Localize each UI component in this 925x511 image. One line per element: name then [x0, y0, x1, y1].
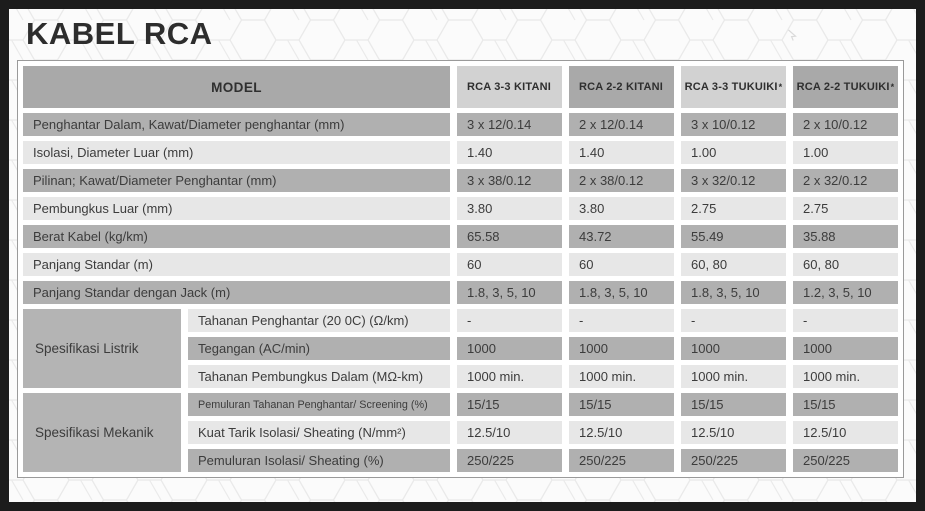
cursor-artifact	[787, 29, 798, 42]
sub-row-label: Tahanan Pembungkus Dalam (MΩ-km)	[188, 365, 450, 388]
cell-value: 15/15	[569, 393, 674, 416]
column-header-rca-2-2-tukuiki: RCA 2-2 TUKUIKI *	[793, 66, 898, 108]
cell-value: 3.80	[457, 197, 562, 220]
cell-value: 2 x 38/0.12	[569, 169, 674, 192]
cell-value: 1000	[681, 337, 786, 360]
cell-value: 1.40	[457, 141, 562, 164]
cell-value: 250/225	[569, 449, 674, 472]
cell-value: 1000	[569, 337, 674, 360]
cell-value: 2.75	[681, 197, 786, 220]
cell-value: 60	[457, 253, 562, 276]
group-label-spesifikasi-listrik: Spesifikasi Listrik	[23, 309, 181, 388]
cell-value: 2 x 10/0.12	[793, 113, 898, 136]
row-label: Penghantar Dalam, Kawat/Diameter penghantar (mm)	[23, 113, 450, 136]
cell-value: 250/225	[457, 449, 562, 472]
cell-value: 1000	[793, 337, 898, 360]
column-header-label: RCA 3-3 TUKUIKI	[684, 81, 778, 93]
cell-value: 1000 min.	[793, 365, 898, 388]
cell-value: -	[793, 309, 898, 332]
cell-value: 1.8, 3, 5, 10	[457, 281, 562, 304]
cell-value: 2 x 12/0.14	[569, 113, 674, 136]
model-header-cell: MODEL	[23, 66, 450, 108]
cell-value: 12.5/10	[793, 421, 898, 444]
sub-row-label: Kuat Tarik Isolasi/ Sheating (N/mm²)	[188, 421, 450, 444]
cell-value: 3 x 10/0.12	[681, 113, 786, 136]
cell-value: 12.5/10	[457, 421, 562, 444]
row-label: Pembungkus Luar (mm)	[23, 197, 450, 220]
cell-value: 35.88	[793, 225, 898, 248]
cell-value: 250/225	[681, 449, 786, 472]
spec-table	[23, 66, 898, 472]
cell-value: 15/15	[793, 393, 898, 416]
cell-value: 1.40	[569, 141, 674, 164]
cell-value: 65.58	[457, 225, 562, 248]
cell-value: -	[569, 309, 674, 332]
cell-value: 250/225	[793, 449, 898, 472]
cell-value: 3 x 38/0.12	[457, 169, 562, 192]
cell-value: 3 x 32/0.12	[681, 169, 786, 192]
cell-value: 15/15	[681, 393, 786, 416]
cell-value: 2.75	[793, 197, 898, 220]
spec-table-panel	[17, 60, 904, 478]
column-header-rca-3-3-tukuiki: RCA 3-3 TUKUIKI *	[681, 66, 786, 108]
cell-value: 1.8, 3, 5, 10	[569, 281, 674, 304]
cell-value: 1000 min.	[681, 365, 786, 388]
page-title: KABEL RCA	[26, 16, 213, 51]
cell-value: -	[457, 309, 562, 332]
sub-row-label: Tahanan Penghantar (20 0C) (Ω/km)	[188, 309, 450, 332]
cell-value: 15/15	[457, 393, 562, 416]
cell-value: 60, 80	[793, 253, 898, 276]
cell-value: 60, 80	[681, 253, 786, 276]
row-label: Pilinan; Kawat/Diameter Penghantar (mm)	[23, 169, 450, 192]
column-header-label: RCA 2-2 KITANI	[578, 81, 664, 93]
cell-value: 1.8, 3, 5, 10	[681, 281, 786, 304]
cell-value: 1000 min.	[569, 365, 674, 388]
cell-value: 3.80	[569, 197, 674, 220]
cell-value: 12.5/10	[681, 421, 786, 444]
cell-value: 60	[569, 253, 674, 276]
cell-value: -	[681, 309, 786, 332]
cell-value: 55.49	[681, 225, 786, 248]
column-header-rca-3-3-kitani	[457, 66, 562, 108]
sub-row-label: Pemuluran Isolasi/ Sheating (%)	[188, 449, 450, 472]
cell-value: 1.00	[681, 141, 786, 164]
cell-value: 3 x 12/0.14	[457, 113, 562, 136]
column-header-label: RCA 2-2 TUKUIKI	[796, 81, 890, 93]
cell-value: 12.5/10	[569, 421, 674, 444]
sub-row-label: Pemuluran Tahanan Penghantar/ Screening (%)	[188, 393, 450, 416]
column-header-label: RCA 3-3 KITANI	[466, 81, 552, 93]
row-label: Panjang Standar (m)	[23, 253, 450, 276]
row-label: Berat Kabel (kg/km)	[23, 225, 450, 248]
cell-value: 1.00	[793, 141, 898, 164]
row-label: Isolasi, Diameter Luar (mm)	[23, 141, 450, 164]
cell-value: 43.72	[569, 225, 674, 248]
group-label-spesifikasi-mekanik: Spesifikasi Mekanik	[23, 393, 181, 472]
cell-value: 1000 min.	[457, 365, 562, 388]
sub-row-label: Tegangan (AC/min)	[188, 337, 450, 360]
cell-value: 2 x 32/0.12	[793, 169, 898, 192]
cell-value: 1.2, 3, 5, 10	[793, 281, 898, 304]
column-header-rca-2-2-kitani	[569, 66, 674, 108]
row-label: Panjang Standar dengan Jack (m)	[23, 281, 450, 304]
cell-value: 1000	[457, 337, 562, 360]
